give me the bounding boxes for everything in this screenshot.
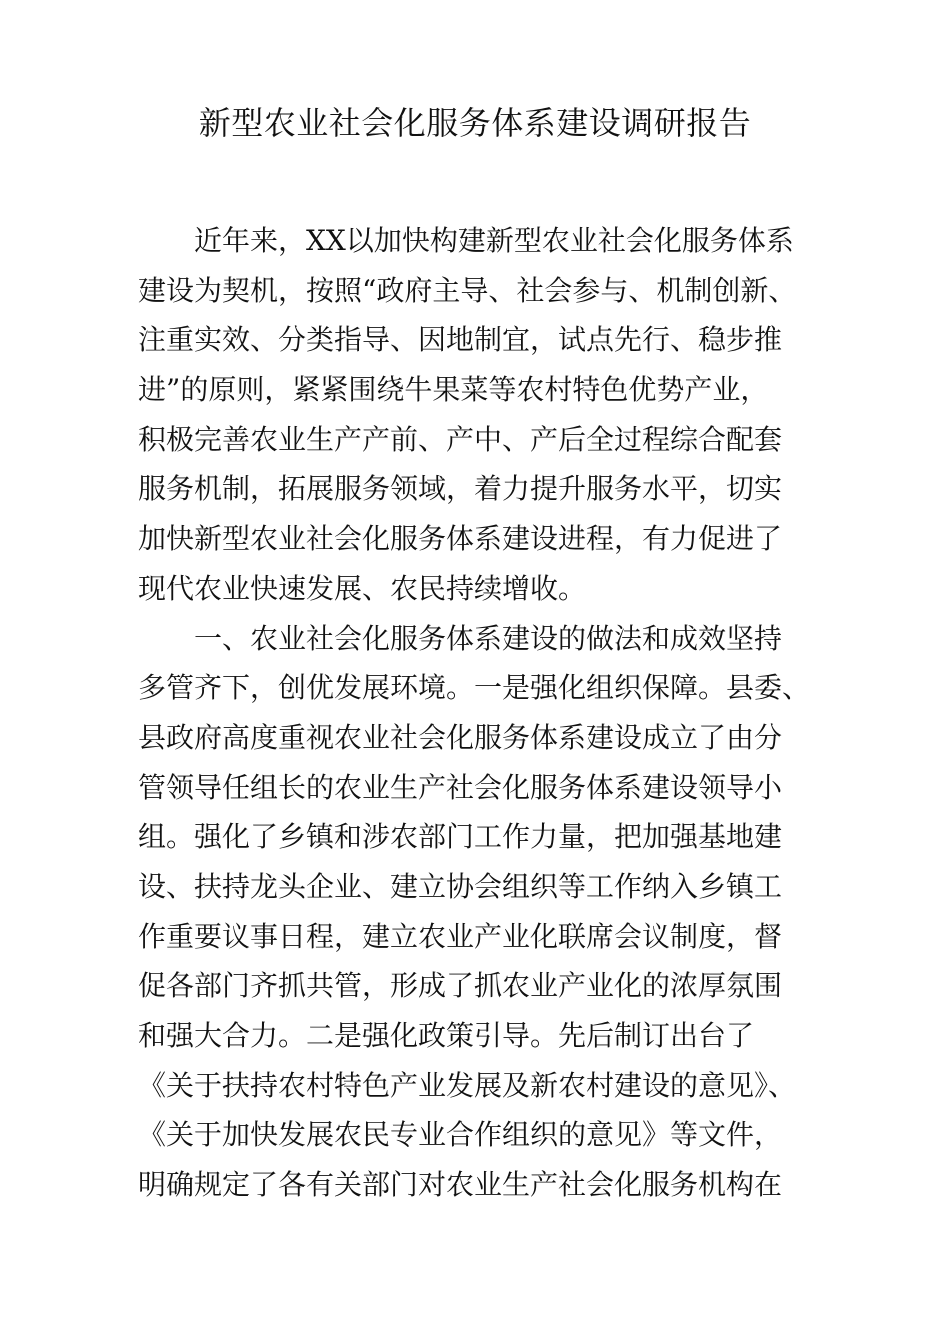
paragraph-line: 促各部门齐抓共管，形成了抓农业产业化的浓厚氛围 bbox=[138, 969, 783, 1003]
paragraph-line: 和强大合力。二是强化政策引导。先后制订出台了 bbox=[138, 1019, 755, 1052]
paragraph-line: 现代农业快速发展、农民持续增收。 bbox=[138, 571, 587, 605]
paragraph-line: 县政府高度重视农业社会化服务体系建设成立了由分 bbox=[138, 720, 783, 754]
paragraph-line: 明确规定了各有关部门对农业生产社会化服务机构在 bbox=[138, 1168, 783, 1202]
paragraph-line: 《关于加快发展农民专业合作组织的意见》等文件， bbox=[138, 1118, 783, 1152]
paragraph-line: 多管齐下，创优发展环境。一是强化组织保障。县委、 bbox=[138, 671, 811, 705]
paragraph-line: 一、农业社会化服务体系建设的做法和成效坚持 bbox=[194, 621, 783, 655]
paragraph-line: 注重实效、分类指导、因地制宜，试点先行、稳步推 bbox=[138, 323, 783, 357]
paragraph-line: 作重要议事日程，建立农业产业化联席会议制度，督 bbox=[138, 919, 783, 953]
paragraph-line: 进”的原则，紧紧围绕牛果菜等农村特色优势产业， bbox=[138, 373, 769, 407]
document-title: 新型农业社会化服务体系建设调研报告 bbox=[198, 104, 752, 142]
paragraph-line: 管领导任组长的农业生产社会化服务体系建设领导小 bbox=[138, 770, 783, 804]
paragraph-line: 《关于扶持农村特色产业发展及新农村建设的意见》、 bbox=[138, 1068, 797, 1102]
document-body bbox=[138, 216, 818, 1210]
paragraph-line: 加快新型农业社会化服务体系建设进程，有力促进了 bbox=[138, 522, 783, 556]
paragraph-line: 积极完善农业生产产前、产中、产后全过程综合配套 bbox=[138, 422, 783, 456]
paragraph-line: 近年来，XX以加快构建新型农业社会化服务体系 bbox=[194, 224, 794, 257]
paragraph-line: 设、扶持龙头企业、建立协会组织等工作纳入乡镇工 bbox=[138, 869, 783, 903]
paragraph-line: 组。强化了乡镇和涉农部门工作力量，把加强基地建 bbox=[138, 820, 783, 854]
paragraph-line: 服务机制，拓展服务领域，着力提升服务水平，切实 bbox=[138, 472, 783, 506]
paragraph-line: 建设为契机，按照“政府主导、社会参与、机制创新、 bbox=[138, 273, 797, 307]
